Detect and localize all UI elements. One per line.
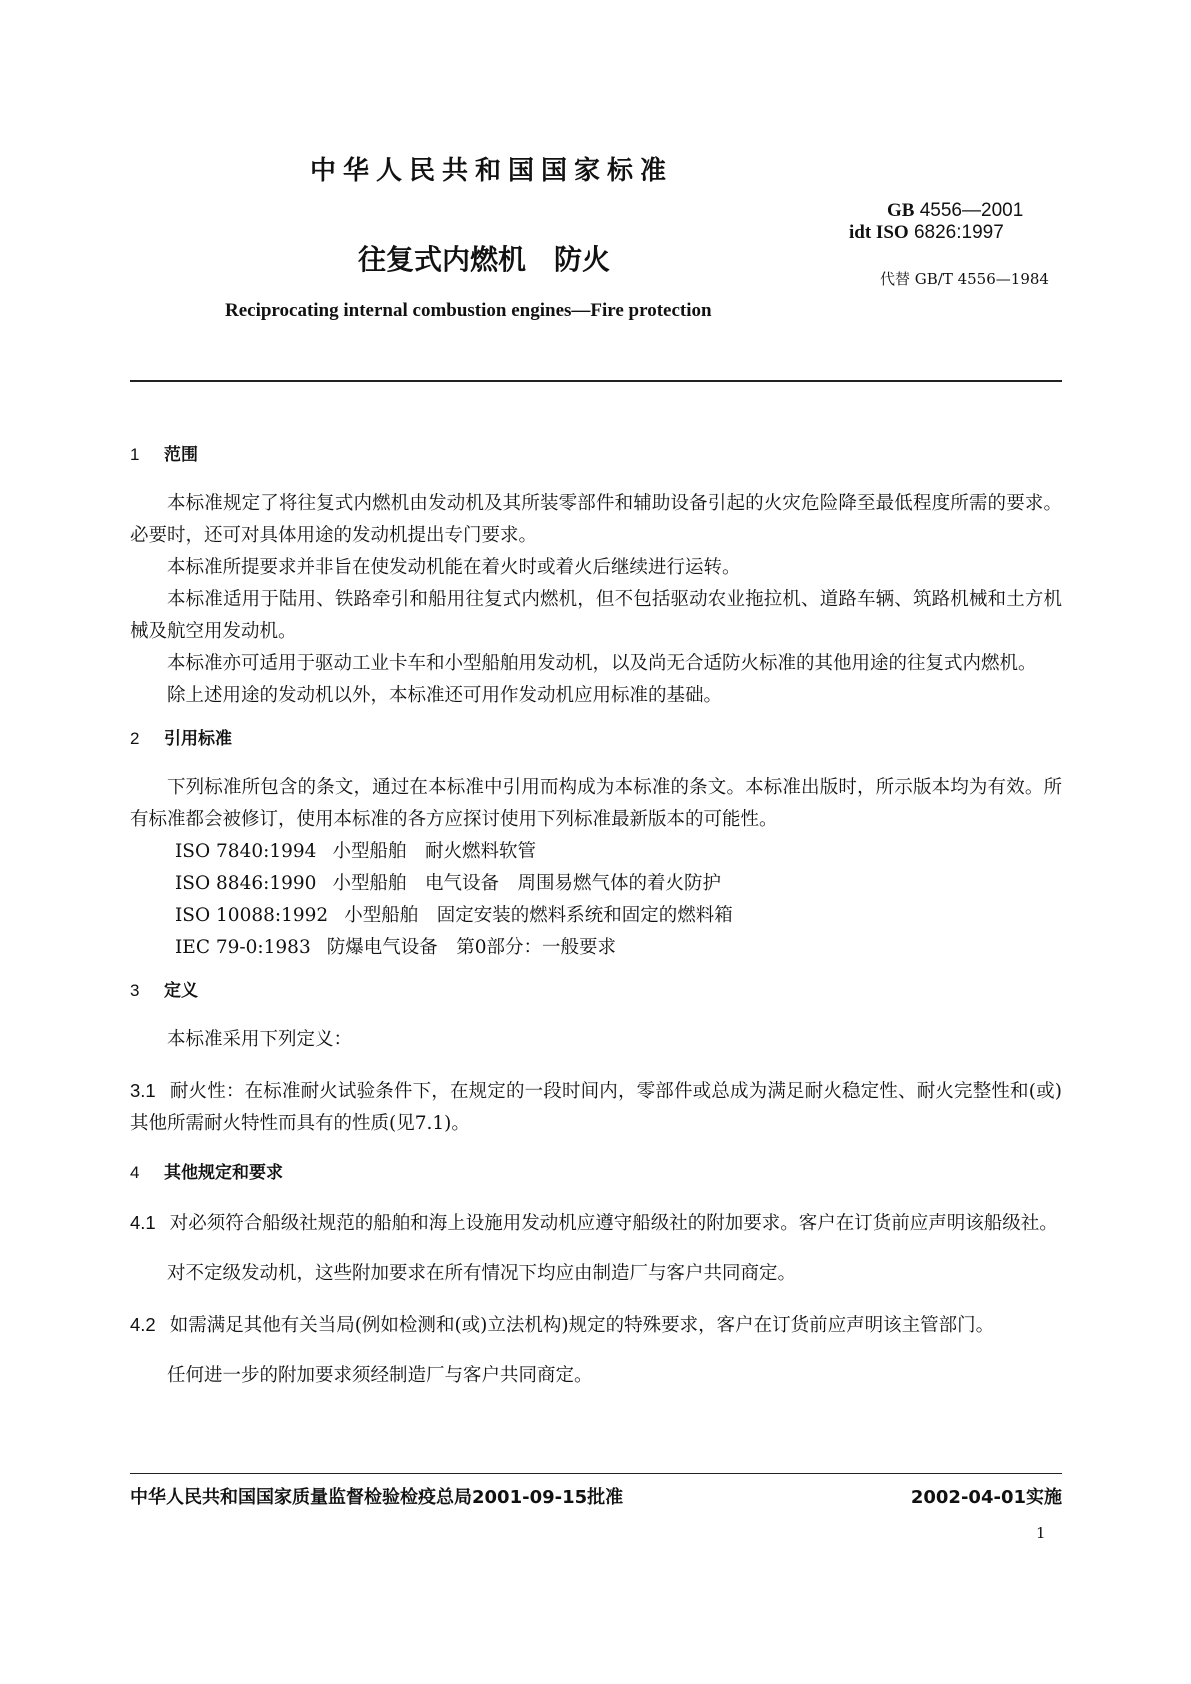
- section-title: 引用标准: [164, 729, 232, 749]
- clause-number: 4.1: [130, 1211, 156, 1233]
- paragraph: 本标准规定了将往复式内燃机由发动机及其所装零部件和辅助设备引起的火灾危险降至最低程度所需的要求。必要时，还可对具体用途的发动机提出专门要求。: [130, 493, 1062, 546]
- standard-number: [849, 200, 1069, 222]
- standard-prefix: GB: [887, 200, 915, 221]
- reference-title: 小型船舶 固定安装的燃料系统和固定的燃料箱: [344, 905, 733, 926]
- clause-text: 如需满足其他有关当局(例如检测和(或)立法机构)规定的特殊要求，客户在订货前应声明该主管部门。: [169, 1314, 995, 1336]
- section-normative-references: [130, 724, 1062, 964]
- section-scope: [130, 440, 1062, 712]
- identical-prefix: idt ISO: [849, 222, 909, 243]
- standard-number-value: 4556—2001: [919, 200, 1024, 221]
- identical-number: 6826:1997: [913, 222, 1004, 243]
- clause-text: 耐火性：在标准耐火试验条件下，在规定的一段时间内，零部件或总成为满足耐火稳定性、耐火完整性和(或)其他所需耐火特性而具有的性质(见7.1)。: [130, 1080, 1062, 1134]
- clause-number: 4.2: [130, 1313, 156, 1335]
- document-body: [130, 440, 1062, 1404]
- section-heading: [130, 976, 1062, 1006]
- header-divider: [130, 380, 1062, 382]
- paragraph: 对不定级发动机，这些附加要求在所有情况下均应由制造厂与客户共同商定。: [167, 1263, 797, 1284]
- clause-number: 3.1: [130, 1079, 156, 1101]
- section-heading: [130, 724, 1062, 754]
- section-other-requirements: [130, 1158, 1062, 1392]
- section-title: 定义: [164, 981, 198, 1001]
- reference-code: ISO 8846:1990: [175, 873, 317, 894]
- section-heading: [130, 1158, 1062, 1188]
- paragraph: 本标准亦可适用于驱动工业卡车和小型船舶用发动机，以及尚无合适防火标准的其他用途的往复式内燃机。: [167, 653, 1037, 674]
- paragraph: 下列标准所包含的条文，通过在本标准中引用而构成为本标准的条文。本标准出版时，所示版本均为有效。所有标准都会被修订，使用本标准的各方应探讨使用下列标准最新版本的可能性。: [130, 777, 1062, 830]
- reference-title: 防爆电气设备 第0部分：一般要求: [326, 937, 617, 958]
- footer: [130, 1483, 1062, 1513]
- approval-statement: 中华人民共和国国家质量监督检验检疫总局2001-09-15批准: [130, 1487, 624, 1508]
- section-definitions: [130, 976, 1062, 1140]
- paragraph: 本标准所提要求并非旨在使发动机能在着火时或着火后继续进行运转。: [167, 557, 741, 578]
- standard-number-block: [849, 200, 1069, 244]
- reference-code: IEC 79-0:1983: [175, 937, 311, 958]
- reference-item: [130, 932, 1062, 964]
- section-title: 范围: [164, 445, 198, 465]
- section-number: 3: [130, 981, 140, 1000]
- paragraph: 本标准适用于陆用、铁路牵引和船用往复式内燃机，但不包括驱动农业拖拉机、道路车辆、筑路机械和土方机械及航空用发动机。: [130, 589, 1062, 642]
- section-number: 4: [130, 1163, 140, 1182]
- clause-text: 对必须符合船级社规范的船舶和海上设施用发动机应遵守船级社的附加要求。客户在订货前应声明该船级社。: [169, 1212, 1058, 1234]
- reference-title: 小型船舶 耐火燃料软管: [332, 841, 536, 862]
- reference-item: [130, 900, 1062, 932]
- replaces-standard: 代替 GB/T 4556—1984: [880, 270, 1049, 288]
- paragraph: 除上述用途的发动机以外，本标准还可用作发动机应用标准的基础。: [167, 685, 723, 706]
- reference-item: [130, 868, 1062, 900]
- identical-standard: [849, 222, 1069, 244]
- section-heading: [130, 440, 1062, 470]
- clause-4-1: [130, 1207, 1062, 1240]
- section-number: 1: [130, 445, 140, 464]
- section-number: 2: [130, 729, 140, 748]
- clause-4-2: [130, 1309, 1062, 1342]
- clause-3-1: [130, 1075, 1062, 1140]
- paragraph: 本标准采用下列定义：: [167, 1029, 353, 1050]
- paragraph: 任何进一步的附加要求须经制造厂与客户共同商定。: [167, 1365, 593, 1386]
- chinese-title: 往复式内燃机 防火: [358, 243, 611, 276]
- footer-divider: [130, 1473, 1062, 1474]
- national-standard-title: 中华人民共和国国家标准: [310, 156, 674, 186]
- reference-title: 小型船舶 电气设备 周围易燃气体的着火防护: [332, 873, 721, 894]
- section-title: 其他规定和要求: [164, 1163, 283, 1183]
- reference-code: ISO 7840:1994: [175, 841, 317, 862]
- reference-code: ISO 10088:1992: [175, 905, 329, 926]
- page-number: 1: [1036, 1524, 1046, 1542]
- reference-item: [130, 836, 1062, 868]
- implementation-date: 2002-04-01实施: [910, 1487, 1062, 1508]
- reference-list: [130, 836, 1062, 964]
- english-title: Reciprocating internal combustion engines—Fire protection: [225, 300, 712, 321]
